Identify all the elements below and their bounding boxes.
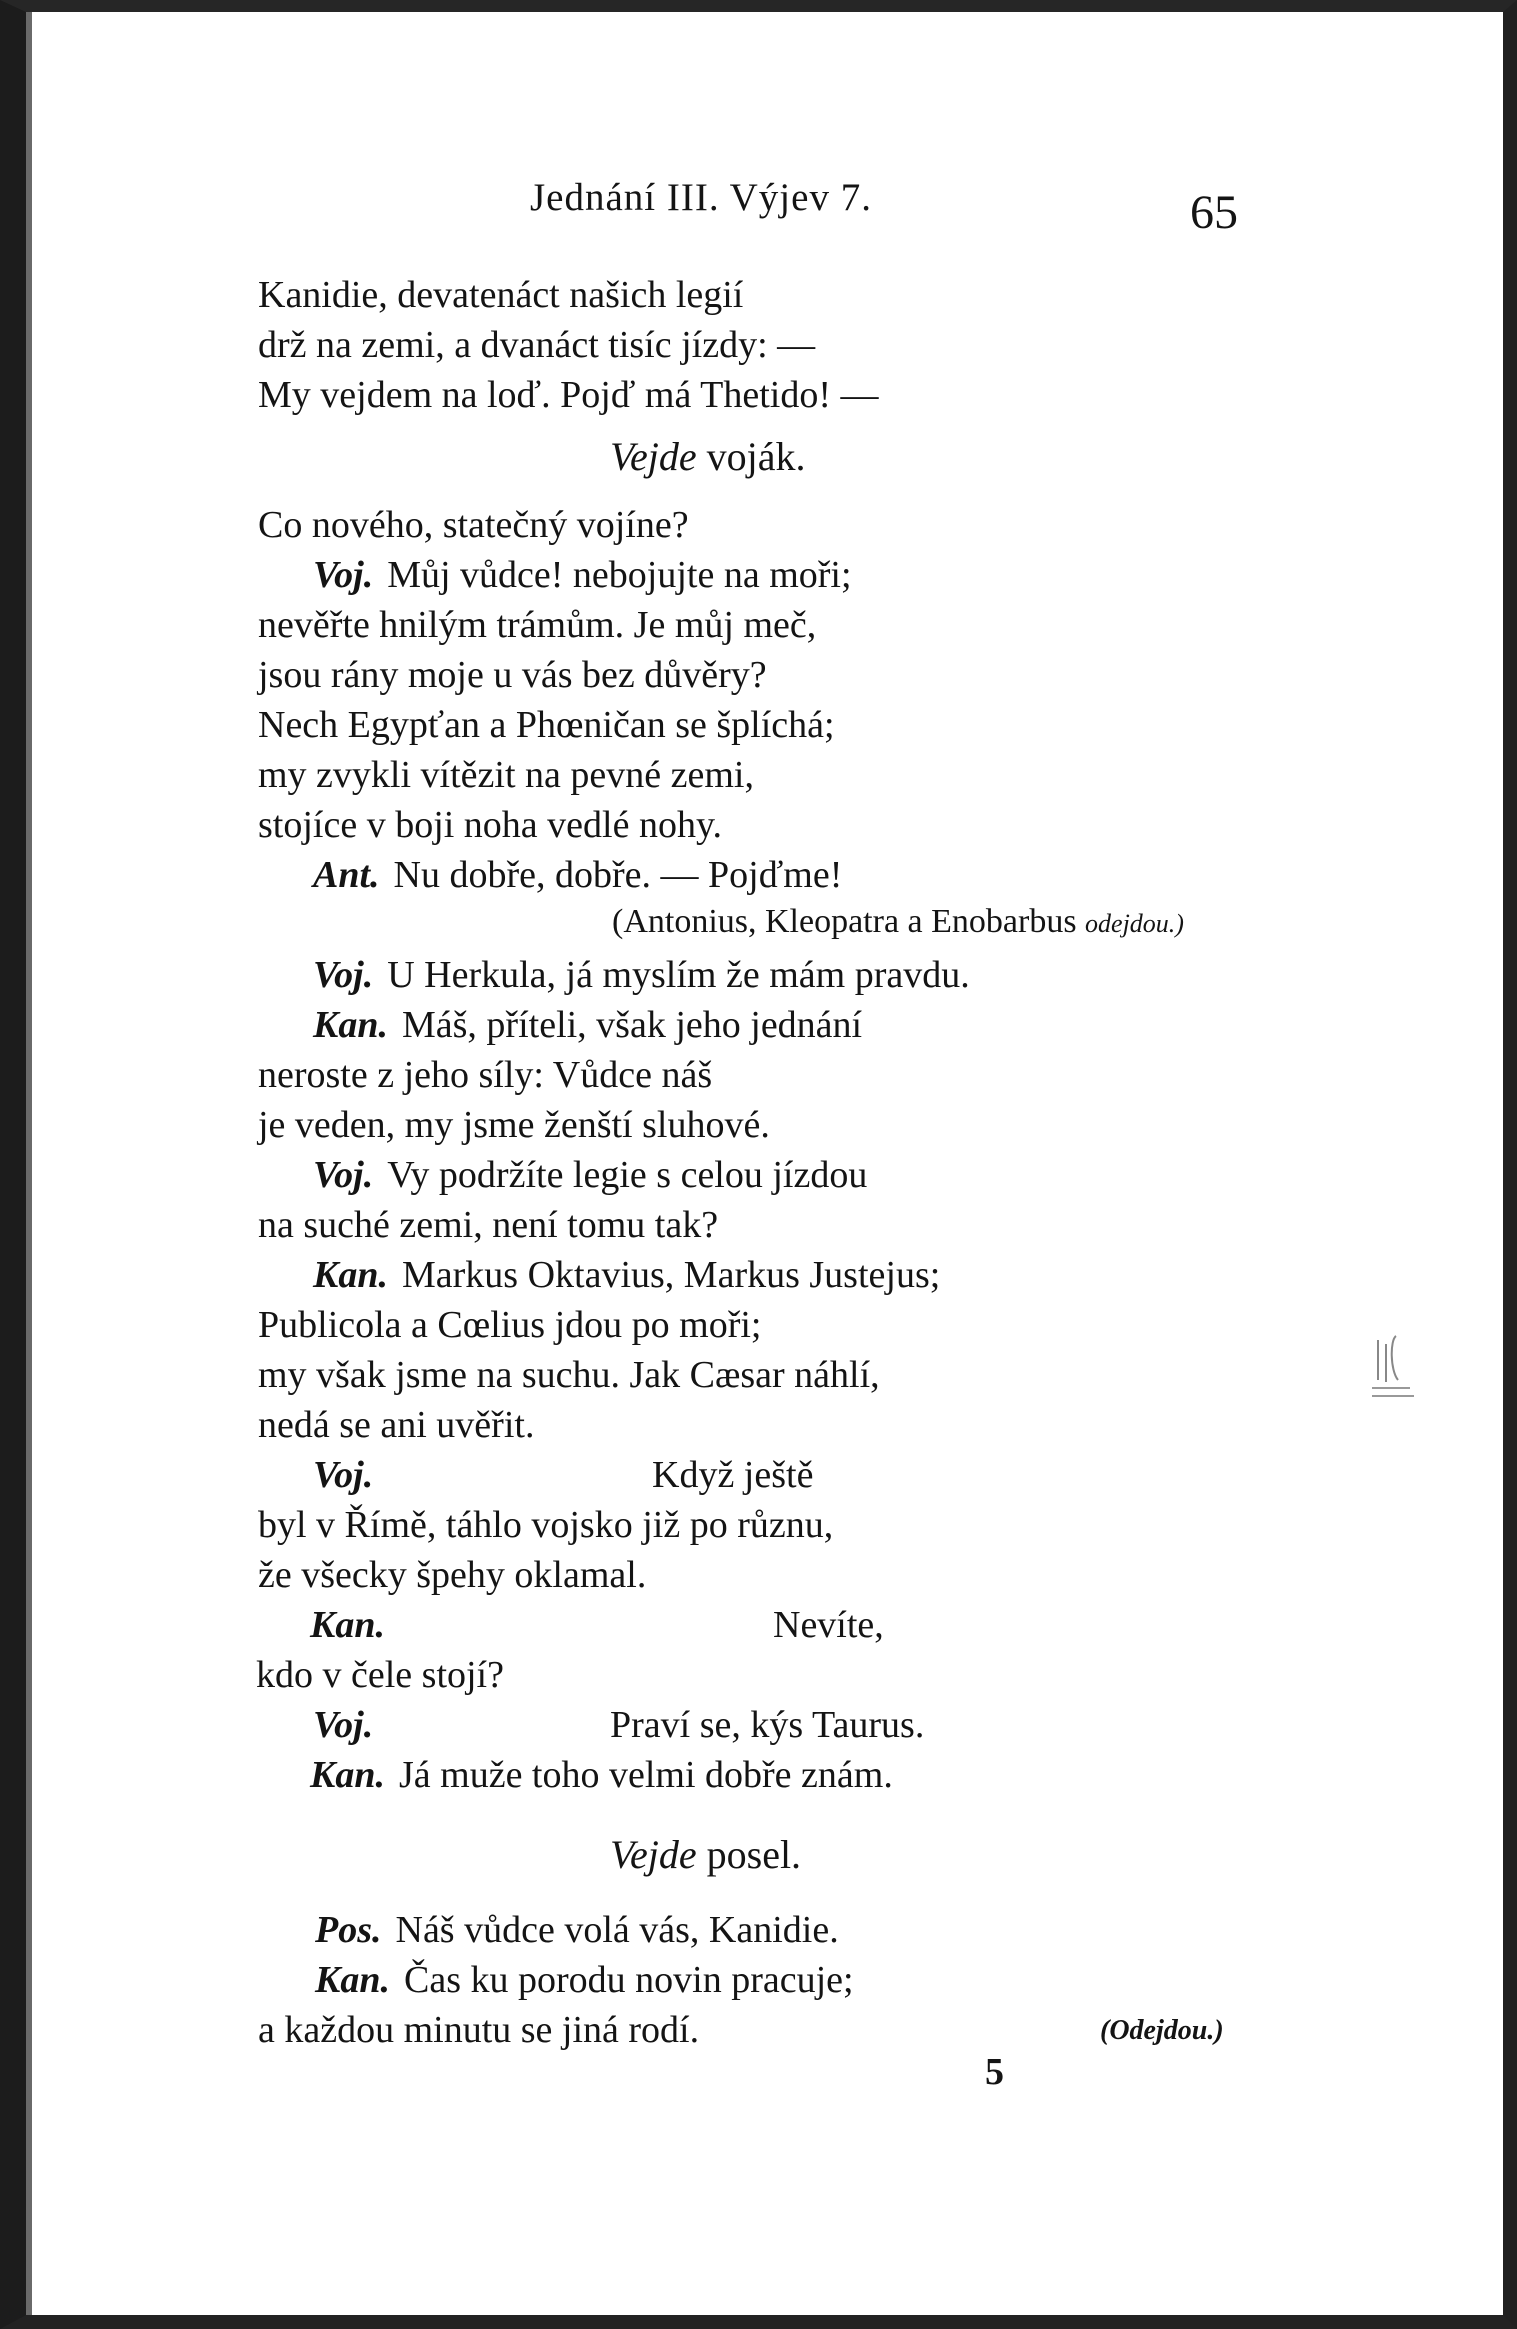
line-text: byl v Římě, táhlo vojsko již po různu, bbox=[258, 1504, 834, 1546]
verse-line bbox=[258, 700, 1058, 750]
line-text: Když ještě bbox=[652, 1454, 814, 1496]
page-number: 65 bbox=[1190, 186, 1238, 239]
speaker-label: Kan. bbox=[313, 1254, 388, 1296]
line-text: Publicola a Cœlius jdou po moři; bbox=[258, 1304, 762, 1346]
line-text: jsou rány moje u vás bez důvěry? bbox=[258, 654, 767, 696]
verse-line bbox=[258, 800, 1058, 850]
verse-line bbox=[313, 950, 1213, 1000]
stage-direction bbox=[610, 1828, 910, 1882]
verse-line bbox=[313, 1450, 513, 1500]
line-text: Nevíte, bbox=[773, 1604, 884, 1646]
line-text: my však jsme na suchu. Jak Cæsar náhlí, bbox=[258, 1354, 880, 1396]
stage-direction bbox=[610, 430, 910, 484]
verse-line bbox=[258, 1200, 1058, 1250]
verse-line bbox=[258, 1400, 1058, 1450]
page-edge-shadow bbox=[26, 12, 32, 2315]
line-text: Můj vůdce! nebojujte na moři; bbox=[387, 554, 852, 596]
verse-line bbox=[258, 1100, 1058, 1150]
line-text: Máš, příteli, však jeho jednání bbox=[401, 1004, 863, 1046]
line-text: nevěřte hnilým trámům. Je můj meč, bbox=[258, 604, 817, 646]
line-text: Náš vůdce volá vás, Kanidie. bbox=[395, 1909, 839, 1951]
verse-line bbox=[258, 320, 1058, 370]
line-text: my zvykli vítězit na pevné zemi, bbox=[258, 754, 754, 796]
speaker-label: Voj. bbox=[313, 1454, 374, 1496]
line-text: drž na zemi, a dvanáct tisíc jízdy: — bbox=[258, 324, 816, 366]
line-text: Čas ku porodu novin pracuje; bbox=[403, 1959, 854, 2001]
verse-line bbox=[315, 1955, 1115, 2005]
line-text: My vejdem na loď. Pojď má Thetido! — bbox=[258, 374, 879, 416]
speaker-label: Kan. bbox=[310, 1604, 385, 1646]
line-text: neroste z jeho síly: Vůdce náš bbox=[258, 1054, 713, 1096]
stage-direction-text: posel. bbox=[706, 1832, 802, 1877]
verse-line bbox=[258, 270, 1058, 320]
line-text: Nu dobře, dobře. — Pojďme! bbox=[393, 854, 843, 896]
line-text: Co nového, statečný vojíne? bbox=[258, 504, 689, 546]
verse-line bbox=[313, 1150, 1113, 1200]
speaker-label: Voj. bbox=[313, 954, 374, 996]
exit-direction-italic: odejdou.) bbox=[1085, 909, 1184, 938]
verse-line-continuation bbox=[652, 1450, 952, 1500]
verse-line bbox=[258, 1300, 1158, 1350]
stage-direction-italic: Vejde bbox=[610, 1832, 697, 1877]
line-text: nedá se ani uvěřit. bbox=[258, 1404, 535, 1446]
verse-line bbox=[310, 1600, 510, 1650]
verse-line bbox=[258, 2005, 958, 2055]
stage-direction-text: voják. bbox=[706, 434, 806, 479]
line-text: Nech Egypťan a Phœničan se šplíchá; bbox=[258, 704, 835, 746]
verse-line-continuation bbox=[773, 1600, 1023, 1650]
signature-mark: 5 bbox=[985, 2051, 1004, 2093]
verse-line bbox=[313, 1000, 1113, 1050]
verse-line bbox=[258, 370, 1058, 420]
line-text: kdo v čele stojí? bbox=[256, 1654, 504, 1696]
verse-line bbox=[258, 1050, 1058, 1100]
verse-line bbox=[313, 550, 1113, 600]
exit-direction-text: (Antonius, Kleopatra a Enobarbus bbox=[612, 903, 1077, 940]
speaker-label: Kan. bbox=[315, 1959, 390, 2001]
verse-line bbox=[258, 1550, 1058, 1600]
speaker-label: Kan. bbox=[310, 1754, 385, 1796]
running-title: Jednání III. Výjev 7. bbox=[530, 176, 872, 219]
verse-line bbox=[258, 1500, 1158, 1550]
stage-direction-italic: Vejde bbox=[610, 434, 697, 479]
speaker-label: Ant. bbox=[313, 854, 380, 896]
exit-direction: (Odejdou.) bbox=[1100, 2015, 1224, 2046]
line-text: Praví se, kýs Taurus. bbox=[610, 1704, 925, 1746]
line-text: Vy podržíte legie s celou jízdou bbox=[387, 1154, 868, 1196]
verse-line bbox=[258, 1350, 1158, 1400]
verse-line bbox=[313, 850, 1113, 900]
speaker-label: Kan. bbox=[313, 1004, 388, 1046]
line-text: je veden, my jsme ženští sluhové. bbox=[258, 1104, 770, 1146]
line-text: na suché zemi, není tomu tak? bbox=[258, 1204, 719, 1246]
speaker-label: Voj. bbox=[313, 1154, 374, 1196]
line-text: Markus Oktavius, Markus Justejus; bbox=[401, 1254, 941, 1296]
verse-line bbox=[310, 1750, 1210, 1800]
line-text: U Herkula, já myslím že mám pravdu. bbox=[387, 954, 970, 996]
verse-line bbox=[313, 1700, 513, 1750]
speaker-label: Voj. bbox=[313, 554, 374, 596]
verse-line bbox=[258, 500, 1058, 550]
verse-line bbox=[258, 600, 1058, 650]
verse-line-continuation bbox=[610, 1700, 1110, 1750]
verse-line bbox=[313, 1250, 1213, 1300]
verse-line bbox=[256, 1650, 1056, 1700]
margin-pencil-mark bbox=[1370, 1330, 1420, 1420]
line-text: Kanidie, devatenáct našich legií bbox=[258, 274, 744, 316]
line-text: stojíce v boji noha vedlé nohy. bbox=[258, 804, 722, 846]
verse-line bbox=[258, 750, 1058, 800]
speaker-label: Pos. bbox=[315, 1909, 382, 1951]
verse-line bbox=[315, 1905, 1115, 1955]
line-text: že všecky špehy oklamal. bbox=[258, 1554, 647, 1596]
speaker-label: Voj. bbox=[313, 1704, 374, 1746]
line-text: Já muže toho velmi dobře znám. bbox=[398, 1754, 893, 1796]
exit-direction bbox=[612, 900, 1262, 944]
line-text: a každou minutu se jiná rodí. bbox=[258, 2009, 700, 2051]
verse-line bbox=[258, 650, 1058, 700]
